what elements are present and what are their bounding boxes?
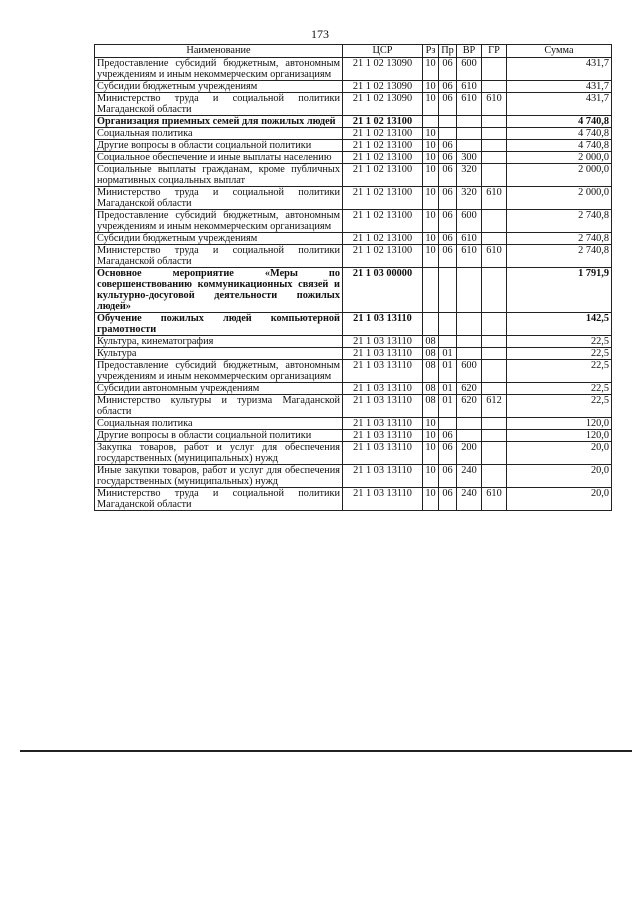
- table-row: [95, 488, 612, 511]
- row-gr: [482, 348, 507, 360]
- row-csr: 21 1 02 13100: [343, 128, 423, 140]
- row-pr: [439, 336, 457, 348]
- row-pr: 01: [439, 395, 457, 418]
- row-pr: 06: [439, 488, 457, 511]
- row-csr: 21 1 02 13100: [343, 164, 423, 187]
- row-sum: 431,7: [507, 93, 612, 116]
- row-pr: 06: [439, 93, 457, 116]
- row-vr: 300: [457, 152, 482, 164]
- row-rz: 10: [423, 152, 439, 164]
- row-csr: 21 1 02 13090: [343, 81, 423, 93]
- row-pr: 01: [439, 348, 457, 360]
- row-pr: 06: [439, 465, 457, 488]
- row-sum: 22,5: [507, 348, 612, 360]
- row-vr: 240: [457, 465, 482, 488]
- row-csr: 21 1 03 13110: [343, 360, 423, 383]
- table-row: [95, 81, 612, 93]
- table-row: [95, 128, 612, 140]
- row-csr: 21 1 02 13100: [343, 116, 423, 128]
- row-sum: 22,5: [507, 336, 612, 348]
- row-csr: 21 1 03 13110: [343, 383, 423, 395]
- row-csr: 21 1 02 13100: [343, 152, 423, 164]
- row-rz: 10: [423, 465, 439, 488]
- row-csr: 21 1 02 13090: [343, 93, 423, 116]
- table-row: [95, 418, 612, 430]
- row-rz: 10: [423, 430, 439, 442]
- row-csr: 21 1 03 00000: [343, 268, 423, 313]
- header-rz: Рз: [423, 45, 439, 58]
- row-csr: 21 1 02 13090: [343, 58, 423, 81]
- row-name: Министерство труда и социальной политики Магаданской области: [95, 187, 343, 210]
- table-row: [95, 152, 612, 164]
- row-pr: [439, 418, 457, 430]
- row-sum: 142,5: [507, 313, 612, 336]
- row-name: Социальные выплаты гражданам, кроме публичных нормативных социальных выплат: [95, 164, 343, 187]
- row-pr: [439, 128, 457, 140]
- header-sum: Сумма: [507, 45, 612, 58]
- row-gr: [482, 210, 507, 233]
- row-gr: [482, 465, 507, 488]
- row-vr: 600: [457, 210, 482, 233]
- row-rz: 10: [423, 140, 439, 152]
- row-gr: [482, 360, 507, 383]
- row-rz: [423, 268, 439, 313]
- row-gr: [482, 418, 507, 430]
- row-sum: 4 740,8: [507, 140, 612, 152]
- row-csr: 21 1 03 13110: [343, 488, 423, 511]
- row-gr: 610: [482, 488, 507, 511]
- row-pr: [439, 268, 457, 313]
- row-gr: [482, 313, 507, 336]
- row-sum: 2 000,0: [507, 152, 612, 164]
- row-pr: 01: [439, 383, 457, 395]
- row-sum: 4 740,8: [507, 128, 612, 140]
- row-vr: 240: [457, 488, 482, 511]
- row-sum: 1 791,9: [507, 268, 612, 313]
- row-vr: [457, 128, 482, 140]
- table-row: [95, 465, 612, 488]
- table-row: [95, 233, 612, 245]
- row-csr: 21 1 03 13110: [343, 336, 423, 348]
- row-name: Другие вопросы в области социальной политики: [95, 430, 343, 442]
- table-body: [95, 58, 612, 511]
- row-vr: 620: [457, 383, 482, 395]
- row-name: Социальная политика: [95, 418, 343, 430]
- header-pr: Пр: [439, 45, 457, 58]
- table-row: [95, 187, 612, 210]
- budget-table: [94, 44, 612, 511]
- row-vr: [457, 418, 482, 430]
- row-sum: 431,7: [507, 58, 612, 81]
- row-pr: 06: [439, 430, 457, 442]
- row-sum: 2 000,0: [507, 187, 612, 210]
- row-name: Другие вопросы в области социальной политики: [95, 140, 343, 152]
- table-row: [95, 336, 612, 348]
- table-row: [95, 383, 612, 395]
- table-row: [95, 360, 612, 383]
- row-csr: 21 1 02 13100: [343, 210, 423, 233]
- row-sum: 120,0: [507, 430, 612, 442]
- row-vr: [457, 140, 482, 152]
- row-vr: 320: [457, 164, 482, 187]
- row-pr: 06: [439, 58, 457, 81]
- row-csr: 21 1 03 13110: [343, 395, 423, 418]
- row-name: Министерство культуры и туризма Магаданской области: [95, 395, 343, 418]
- row-gr: 610: [482, 245, 507, 268]
- header-vr: ВР: [457, 45, 482, 58]
- row-pr: 06: [439, 140, 457, 152]
- row-csr: 21 1 03 13110: [343, 418, 423, 430]
- table-row: [95, 348, 612, 360]
- row-rz: 10: [423, 442, 439, 465]
- row-vr: 600: [457, 58, 482, 81]
- row-name: Обучение пожилых людей компьютерной грамотности: [95, 313, 343, 336]
- row-vr: 200: [457, 442, 482, 465]
- row-pr: 06: [439, 152, 457, 164]
- row-rz: 10: [423, 81, 439, 93]
- row-csr: 21 1 03 13110: [343, 430, 423, 442]
- row-sum: 4 740,8: [507, 116, 612, 128]
- row-sum: 2 000,0: [507, 164, 612, 187]
- row-csr: 21 1 02 13100: [343, 140, 423, 152]
- row-csr: 21 1 03 13110: [343, 348, 423, 360]
- row-csr: 21 1 02 13100: [343, 187, 423, 210]
- row-pr: 06: [439, 164, 457, 187]
- row-rz: 10: [423, 210, 439, 233]
- row-sum: 20,0: [507, 465, 612, 488]
- row-gr: [482, 128, 507, 140]
- row-csr: 21 1 03 13110: [343, 313, 423, 336]
- row-rz: 10: [423, 488, 439, 511]
- row-pr: [439, 313, 457, 336]
- row-csr: 21 1 02 13100: [343, 233, 423, 245]
- row-gr: [482, 116, 507, 128]
- row-pr: 06: [439, 210, 457, 233]
- row-pr: 06: [439, 245, 457, 268]
- row-rz: 10: [423, 128, 439, 140]
- table-row: [95, 164, 612, 187]
- row-gr: [482, 430, 507, 442]
- row-name: Субсидии бюджетным учреждениям: [95, 81, 343, 93]
- row-gr: [482, 383, 507, 395]
- row-sum: 431,7: [507, 81, 612, 93]
- row-rz: 10: [423, 58, 439, 81]
- row-gr: 612: [482, 395, 507, 418]
- row-pr: [439, 116, 457, 128]
- row-name: Министерство труда и социальной политики Магаданской области: [95, 488, 343, 511]
- row-rz: [423, 116, 439, 128]
- row-sum: 22,5: [507, 395, 612, 418]
- row-rz: 08: [423, 360, 439, 383]
- table-row: [95, 140, 612, 152]
- header-csr: ЦСР: [343, 45, 423, 58]
- table-header-row: [95, 45, 612, 58]
- row-rz: 08: [423, 383, 439, 395]
- table-row: [95, 245, 612, 268]
- row-csr: 21 1 03 13110: [343, 442, 423, 465]
- row-vr: 610: [457, 233, 482, 245]
- row-rz: [423, 313, 439, 336]
- row-rz: 10: [423, 164, 439, 187]
- row-rz: 10: [423, 245, 439, 268]
- row-name: Предоставление субсидий бюджетным, автономным учреждениям и иным некоммерческим организациям: [95, 360, 343, 383]
- row-rz: 08: [423, 348, 439, 360]
- row-vr: 600: [457, 360, 482, 383]
- row-vr: [457, 336, 482, 348]
- row-gr: [482, 58, 507, 81]
- row-pr: 06: [439, 187, 457, 210]
- row-pr: 06: [439, 442, 457, 465]
- row-vr: [457, 313, 482, 336]
- row-vr: [457, 268, 482, 313]
- row-vr: [457, 430, 482, 442]
- row-rz: 10: [423, 418, 439, 430]
- row-name: Министерство труда и социальной политики Магаданской области: [95, 93, 343, 116]
- page-number: 173: [311, 27, 329, 41]
- row-gr: [482, 442, 507, 465]
- row-name: Социальное обеспечение и иные выплаты населению: [95, 152, 343, 164]
- row-name: Иные закупки товаров, работ и услуг для обеспечения государственных (муниципальных) нужд: [95, 465, 343, 488]
- row-gr: [482, 268, 507, 313]
- row-vr: 610: [457, 93, 482, 116]
- row-pr: 01: [439, 360, 457, 383]
- row-csr: 21 1 02 13100: [343, 245, 423, 268]
- row-name: Социальная политика: [95, 128, 343, 140]
- row-rz: 08: [423, 395, 439, 418]
- row-name: Организация приемных семей для пожилых людей: [95, 116, 343, 128]
- row-gr: [482, 140, 507, 152]
- row-gr: [482, 152, 507, 164]
- header-name: Наименование: [95, 45, 343, 58]
- row-rz: 10: [423, 93, 439, 116]
- row-rz: 08: [423, 336, 439, 348]
- row-sum: 20,0: [507, 488, 612, 511]
- row-gr: 610: [482, 93, 507, 116]
- row-name: Культура, кинематография: [95, 336, 343, 348]
- row-rz: 10: [423, 233, 439, 245]
- row-gr: [482, 233, 507, 245]
- row-name: Закупка товаров, работ и услуг для обеспечения государственных (муниципальных) нужд: [95, 442, 343, 465]
- row-csr: 21 1 03 13110: [343, 465, 423, 488]
- row-sum: 2 740,8: [507, 245, 612, 268]
- bottom-divider: [20, 750, 632, 752]
- row-vr: 610: [457, 81, 482, 93]
- row-pr: 06: [439, 233, 457, 245]
- row-sum: 2 740,8: [507, 210, 612, 233]
- row-pr: 06: [439, 81, 457, 93]
- row-vr: 320: [457, 187, 482, 210]
- row-name: Субсидии бюджетным учреждениям: [95, 233, 343, 245]
- table-row: [95, 93, 612, 116]
- row-name: Министерство труда и социальной политики Магаданской области: [95, 245, 343, 268]
- row-vr: [457, 348, 482, 360]
- row-vr: 610: [457, 245, 482, 268]
- row-gr: 610: [482, 187, 507, 210]
- table-row: [95, 268, 612, 313]
- table-row: [95, 58, 612, 81]
- row-vr: [457, 116, 482, 128]
- row-rz: 10: [423, 187, 439, 210]
- table-row: [95, 313, 612, 336]
- row-gr: [482, 164, 507, 187]
- table-row: [95, 395, 612, 418]
- row-name: Предоставление субсидий бюджетным, автономным учреждениям и иным некоммерческим организациям: [95, 210, 343, 233]
- header-gr: ГР: [482, 45, 507, 58]
- row-name: Культура: [95, 348, 343, 360]
- row-name: Предоставление субсидий бюджетным, автономным учреждениям и иным некоммерческим организациям: [95, 58, 343, 81]
- row-gr: [482, 81, 507, 93]
- row-gr: [482, 336, 507, 348]
- table-row: [95, 430, 612, 442]
- row-sum: 22,5: [507, 360, 612, 383]
- row-vr: 620: [457, 395, 482, 418]
- row-sum: 22,5: [507, 383, 612, 395]
- row-sum: 20,0: [507, 442, 612, 465]
- table-row: [95, 116, 612, 128]
- row-sum: 2 740,8: [507, 233, 612, 245]
- row-name: Субсидии автономным учреждениям: [95, 383, 343, 395]
- table-row: [95, 210, 612, 233]
- row-name: Основное мероприятие «Меры по совершенствованию коммуникационных связей и культурно-досуговой деятельности пожилых людей»: [95, 268, 343, 313]
- table-row: [95, 442, 612, 465]
- row-sum: 120,0: [507, 418, 612, 430]
